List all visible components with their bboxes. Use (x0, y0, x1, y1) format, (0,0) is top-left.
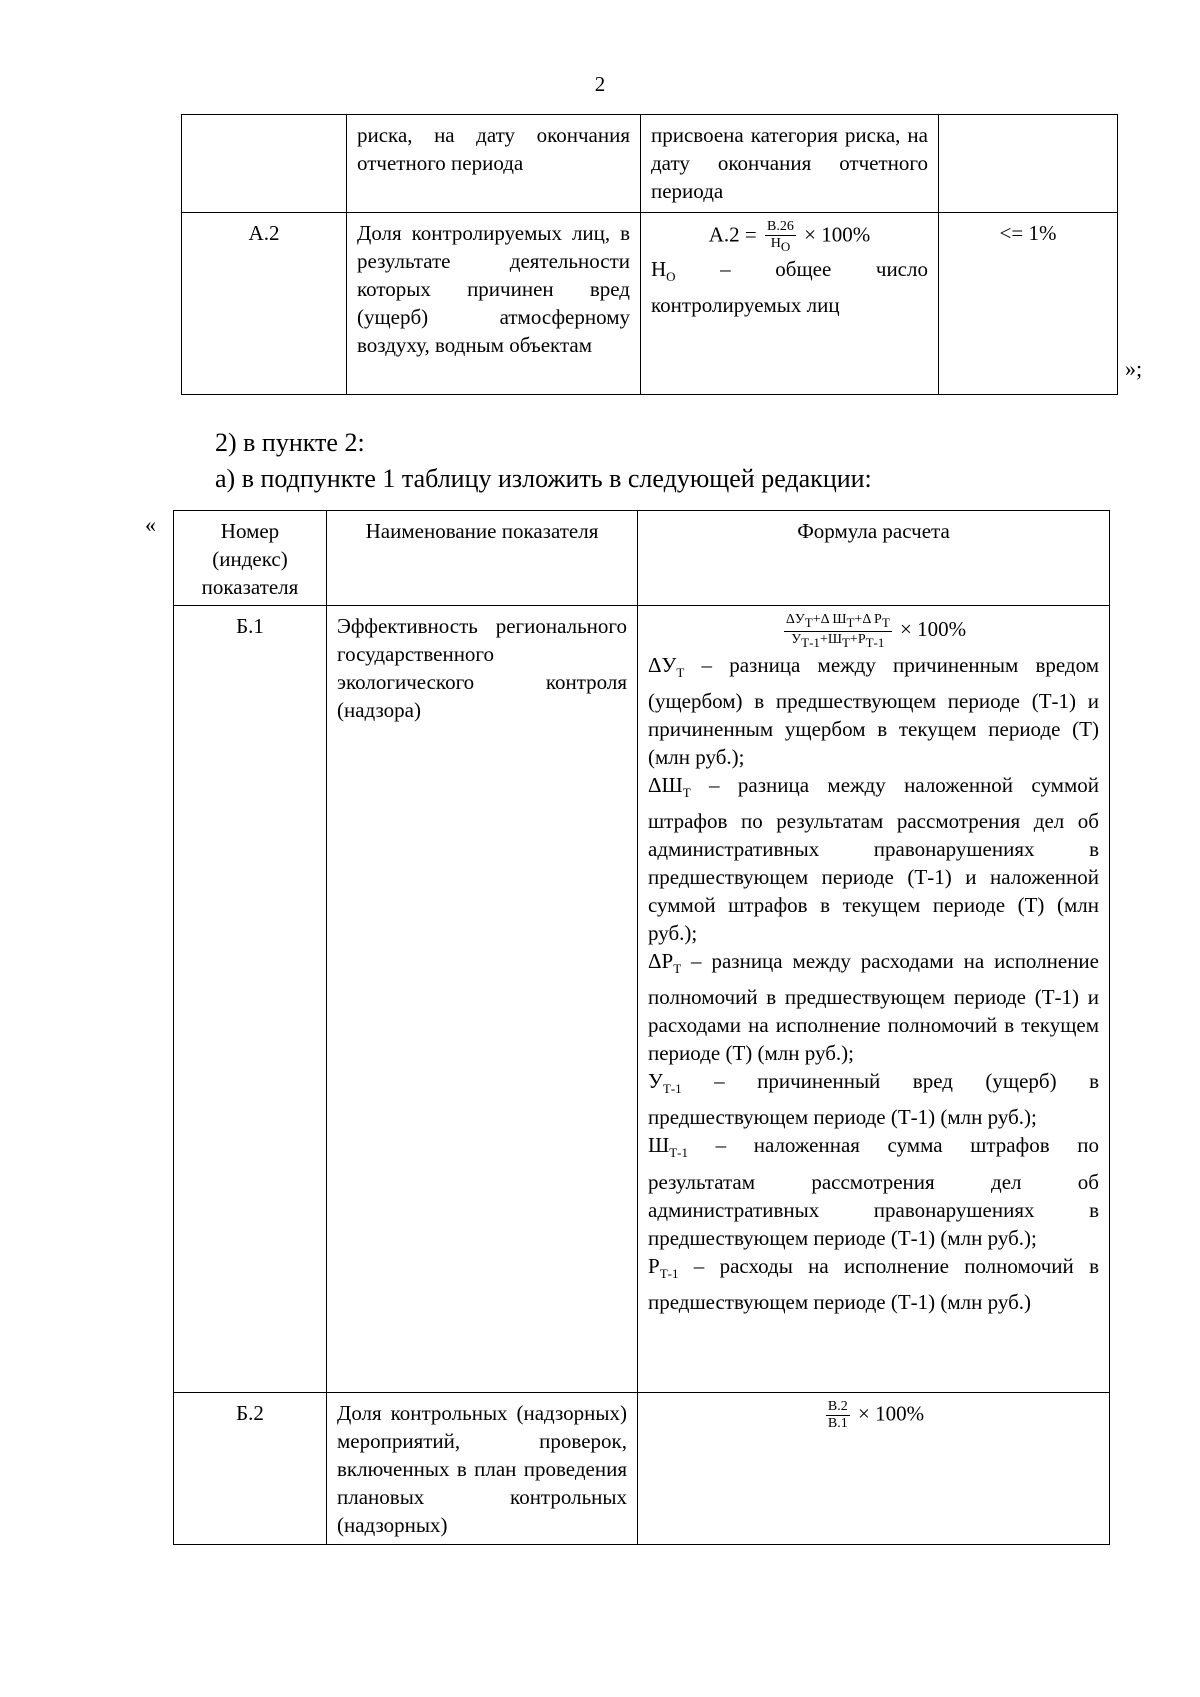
formula-cell (638, 606, 1110, 1393)
paragraph: а) в подпункте 1 таблицу изложить в следующей редакции: (215, 464, 872, 493)
target-value: <= 1% (939, 213, 1118, 395)
table-row (182, 213, 1118, 395)
formula-definition: $\Delta Р_Т$ – разница между расходами на исполнение полномочий в предшествующем периоде (Т-1) и расходами на исполнение полномочий в текущем периоде (Т) (млн руб.); (648, 948, 1099, 1066)
indicator-name: Доля контрольных (надзорных) мероприятий, проверок, включенных в план проведения плановых контрольных (надзорных) (327, 1393, 638, 1545)
fraction-numerator: В.2 (827, 1399, 848, 1414)
opening-quote: « (145, 512, 156, 537)
column-header: Формула расчета (638, 511, 1110, 606)
indicator-name: Доля контролируемых лиц, в результате деятельности которых причинен вред (ущерб) атмосферному воздуху, водным объектам (347, 213, 641, 395)
table-header-row (174, 511, 1110, 606)
column-header: Номер (индекс) показателя (174, 511, 327, 606)
fraction-numerator: В.26 (767, 219, 794, 234)
column-header: Наименование показателя (327, 511, 638, 606)
table-cell: присвоена категория риска, на дату окончания отчетного периода (641, 115, 939, 213)
fraction-denominator: $У_{Т-1}+Ш_Т+Р_{Т-1}$ (791, 631, 885, 650)
formula-definition: $\Delta У_Т$ – разница между причиненным вредом (ущербом) в предшествующем периоде (Т-1) и причиненным ущербом в текущем периоде (Т) (млн руб.); (648, 652, 1099, 769)
formula-rhs: × 100% (900, 617, 967, 642)
formula-definition: $Н_О$ – общее число контролируемых лиц (651, 256, 928, 317)
formula-rhs: × 100% (804, 222, 871, 247)
formula-definition: $\Delta Ш_Т$ – разница между наложенной суммой штрафов по результатам рассмотрения дел об административных правонарушениях в предшествующем периоде (Т-1) и наложенной суммой штрафов в текущем периоде (Т) (млн руб.); (648, 772, 1099, 945)
formula-definition: $Р_{Т-1}$ – расходы на исполнение полномочий в предшествующем периоде (Т-1) (млн руб.) (648, 1253, 1099, 1314)
indicator-index: А.2 (182, 213, 347, 395)
formula (648, 612, 1099, 651)
formula-definition: $У_{Т-1}$ – причиненный вред (ущерб) в предшествующем периоде (Т-1) (млн руб.); (648, 1069, 1099, 1130)
table-cell (939, 115, 1118, 213)
indicator-name: Эффективность регионального государственного экологического контроля (надзора) (327, 606, 638, 1393)
formula-definitions (648, 651, 1099, 1316)
page-number: 2 (594, 72, 606, 96)
fraction-denominator: $Н_О$ (770, 236, 791, 254)
closing-quote: »; (1125, 356, 1143, 381)
indicator-index: Б.1 (174, 606, 327, 1393)
table-row (182, 115, 1118, 213)
formula-definition: $Ш_{Т-1}$ – наложенная сумма штрафов по результатам рассмотрения дел об административных правонарушениях в предшествующем периоде (Т-1) (млн руб.); (648, 1133, 1099, 1250)
fraction (784, 612, 892, 651)
formula-lhs: А.2 = (708, 222, 757, 247)
indicator-index: Б.2 (174, 1393, 327, 1545)
formula-cell (641, 213, 939, 395)
table-row (174, 606, 1110, 1393)
paragraph: 2) в пункте 2: (215, 428, 365, 457)
fraction-denominator: В.1 (827, 1416, 848, 1431)
table-cell (182, 115, 347, 213)
formula-cell (638, 1393, 1110, 1545)
fraction (826, 1399, 850, 1432)
table-cell: риска, на дату окончания отчетного периода (347, 115, 641, 213)
formula-rhs: × 100% (858, 1401, 925, 1426)
fraction-numerator: $\Delta У_Т+\Delta$ $Ш_Т+\Delta$ $Р_Т$ (785, 612, 890, 630)
indicator-table-a (181, 114, 1118, 395)
fraction (765, 219, 796, 255)
indicator-table-b (173, 510, 1110, 1545)
formula (648, 1399, 1099, 1432)
table-row (174, 1393, 1110, 1545)
formula (651, 219, 928, 255)
